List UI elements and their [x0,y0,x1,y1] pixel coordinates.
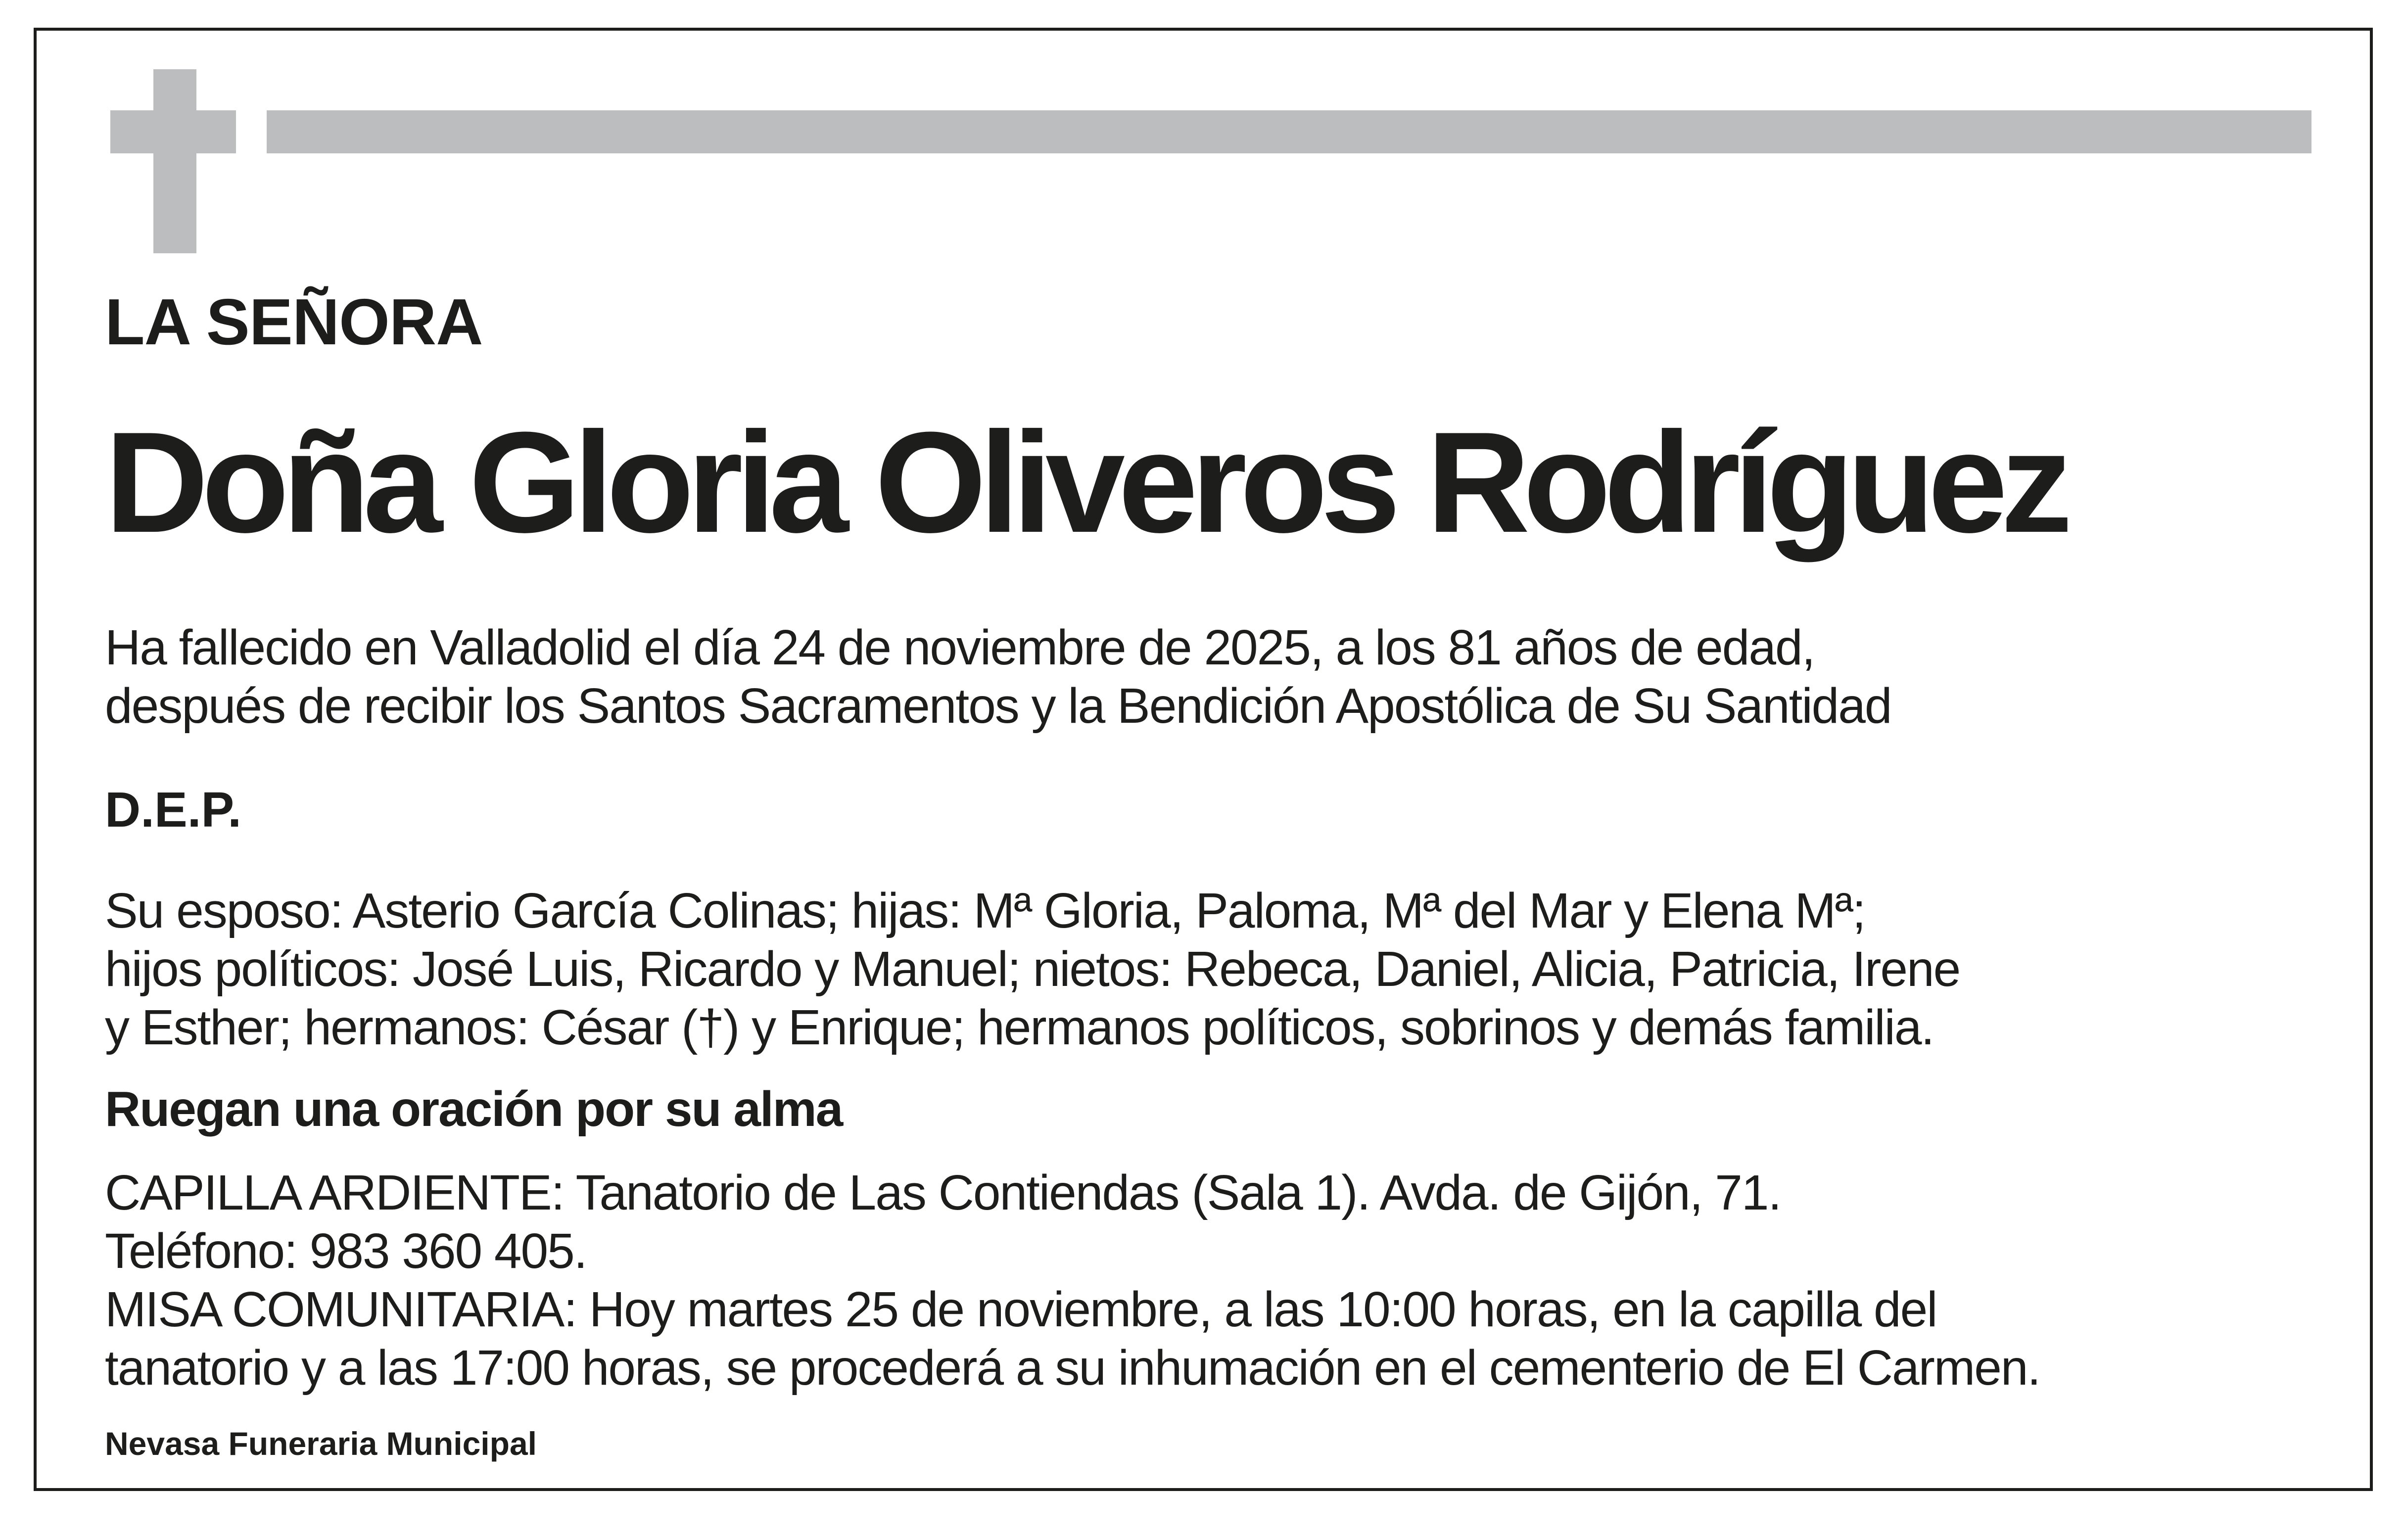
header-rule [267,110,2311,153]
honorific-heading: LA SEÑORA [105,285,483,358]
family-line: y Esther; hermanos: César (†) y Enrique; hermanos políticos, sobrinos y demás familia. [105,1000,1934,1055]
service-details [105,1164,2040,1397]
prayer-request: Ruegan una oración por su alma [105,1081,843,1137]
family-list [105,882,1960,1057]
deceased-name: Doña Gloria Oliveros Rodríguez [105,402,2066,562]
service-line: tanatorio y a las 17:00 horas, se procederá a su inhumación en el cementerio de El Carmen. [105,1340,2040,1396]
service-line: Teléfono: 983 360 405. [105,1223,587,1279]
service-line: CAPILLA ARDIENTE: Tanatorio de Las Contiendas (Sala 1). Avda. de Gijón, 71. [105,1165,1781,1220]
cross-icon-arm [110,110,236,153]
death-announcement [105,618,1891,735]
announcement-line: Ha fallecido en Valladolid el día 24 de noviembre de 2025, a los 81 años de edad, [105,620,1815,675]
dep-label: D.E.P. [105,782,242,838]
funeral-home: Nevasa Funeraria Municipal [105,1425,537,1462]
service-line: MISA COMUNITARIA: Hoy martes 25 de noviembre, a las 10:00 horas, en la capilla del [105,1282,1937,1337]
family-line: Su esposo: Asterio García Colinas; hijas: Mª Gloria, Paloma, Mª del Mar y Elena Mª; [105,883,1865,938]
family-line: hijos políticos: José Luis, Ricardo y Manuel; nietos: Rebeca, Daniel, Alicia, Patricia, Irene [105,941,1960,997]
cross-icon [153,69,196,253]
announcement-line: después de recibir los Santos Sacramentos y la Bendición Apostólica de Su Santidad [105,678,1891,734]
